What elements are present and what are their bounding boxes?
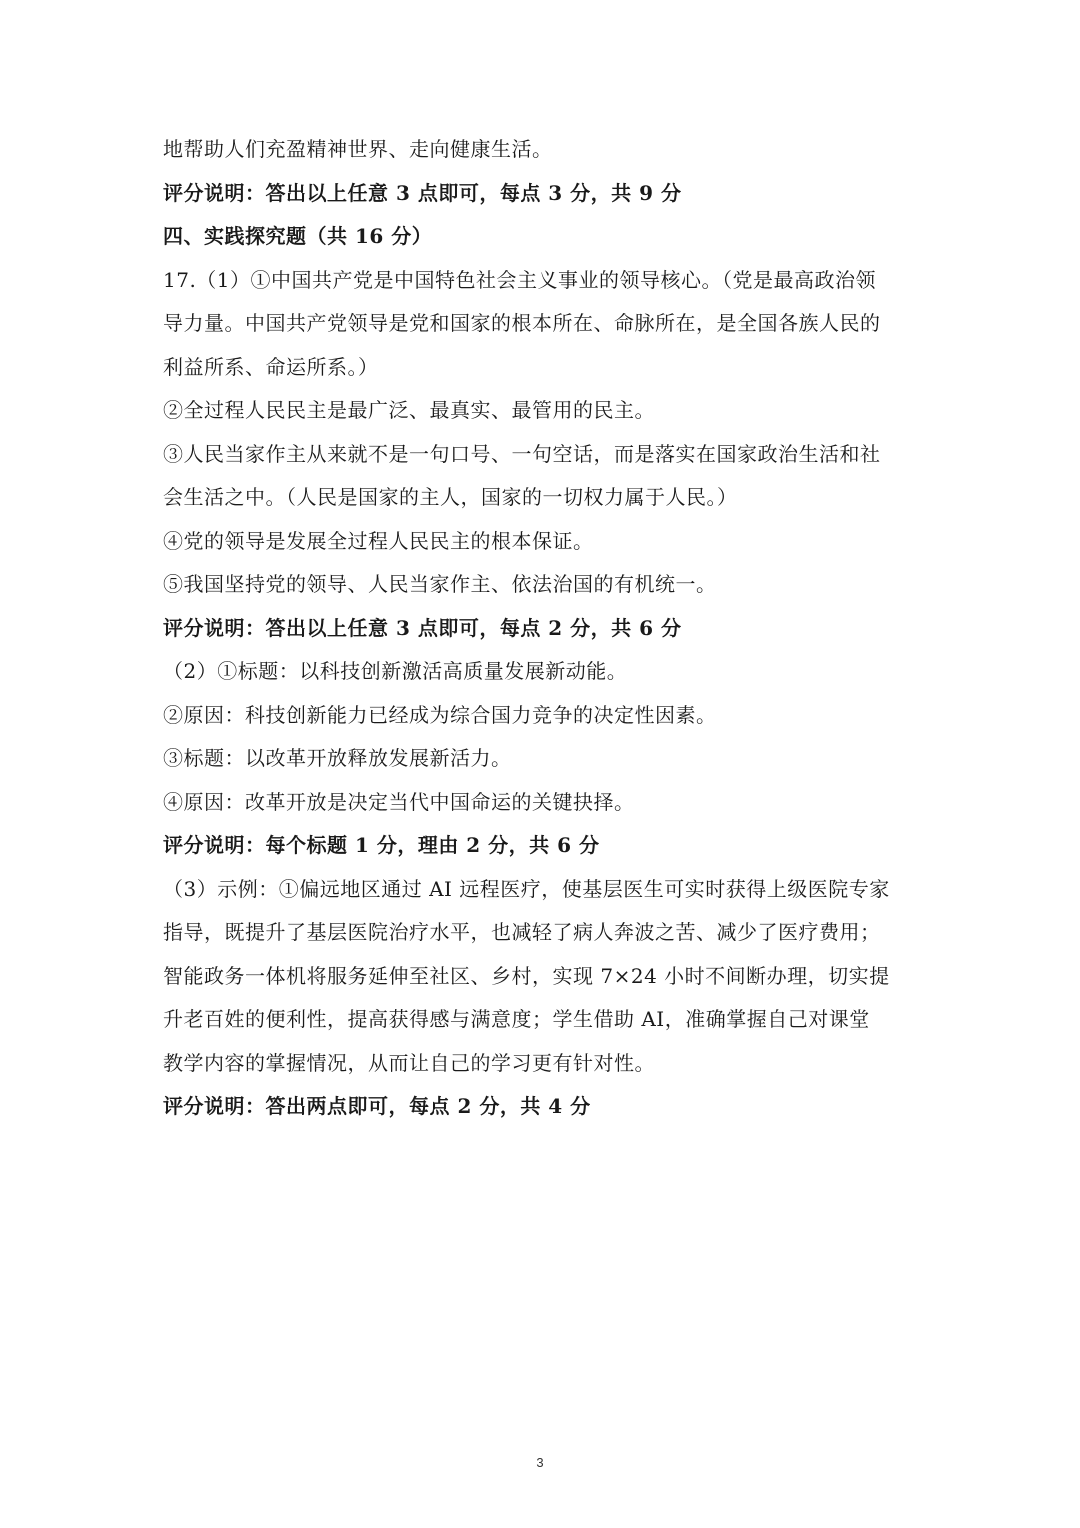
text-line: ④党的领导是发展全过程人民民主的根本保证。 (163, 528, 594, 553)
page-number: 3 (536, 1455, 544, 1470)
scoring-note-line: 四、实践探究题（共 16 分） (163, 224, 433, 248)
text-line: ②原因：科技创新能力已经成为综合国力竞争的决定性因素。 (163, 702, 717, 727)
scoring-note-line: 评分说明：答出以上任意 3 点即可，每点 3 分，共 9 分 (163, 180, 682, 205)
text-line: 智能政务一体机将服务延伸至社区、乡村，实现 7×24 小时不间断办理，切实提 (163, 963, 890, 988)
text-line: 教学内容的掌握情况，从而让自己的学习更有针对性。 (163, 1050, 655, 1075)
text-line: ③标题：以改革开放释放发展新活力。 (163, 746, 512, 770)
text-line: 会生活之中。（人民是国家的主人，国家的一切权力属于人民。） (163, 485, 738, 509)
answer-key-body (163, 128, 923, 1129)
text-line: ④原因：改革开放是决定当代中国命运的关键抉择。 (163, 789, 635, 814)
text-line: ⑤我国坚持党的领导、人民当家作主、依法治国的有机统一。 (163, 572, 717, 596)
text-line: （3）示例：①偏远地区通过 AI 远程医疗，使基层医生可实时获得上级医院专家 (163, 876, 890, 901)
text-line: ③人民当家作主从来就不是一句口号、一句空话，而是落实在国家政治生活和社 (163, 441, 881, 466)
text-line: ②全过程人民民主是最广泛、最真实、最管用的民主。 (163, 398, 655, 422)
scoring-note-line: 评分说明：答出以上任意 3 点即可，每点 2 分，共 6 分 (163, 615, 682, 640)
text-line: 导力量。中国共产党领导是党和国家的根本所在、命脉所在，是全国各族人民的 (163, 311, 881, 335)
text-line: （2）①标题：以科技创新激活高质量发展新动能。 (163, 659, 628, 683)
text-line: 地帮助人们充盈精神世界、走向健康生活。 (163, 137, 553, 161)
text-line: 升老百姓的便利性，提高获得感与满意度；学生借助 AI，准确掌握自己对课堂 (163, 1007, 870, 1031)
text-line: 利益所系、命运所系。） (163, 354, 379, 379)
text-line: 指导，既提升了基层医院治疗水平，也减轻了病人奔波之苦、减少了医疗费用； (163, 920, 881, 944)
scoring-note-line: 评分说明：答出两点即可，每点 2 分，共 4 分 (163, 1094, 591, 1118)
scoring-note-line: 评分说明：每个标题 1 分，理由 2 分，共 6 分 (163, 833, 600, 857)
text-line: 17.（1）①中国共产党是中国特色社会主义事业的领导核心。（党是最高政治领 (163, 267, 877, 292)
